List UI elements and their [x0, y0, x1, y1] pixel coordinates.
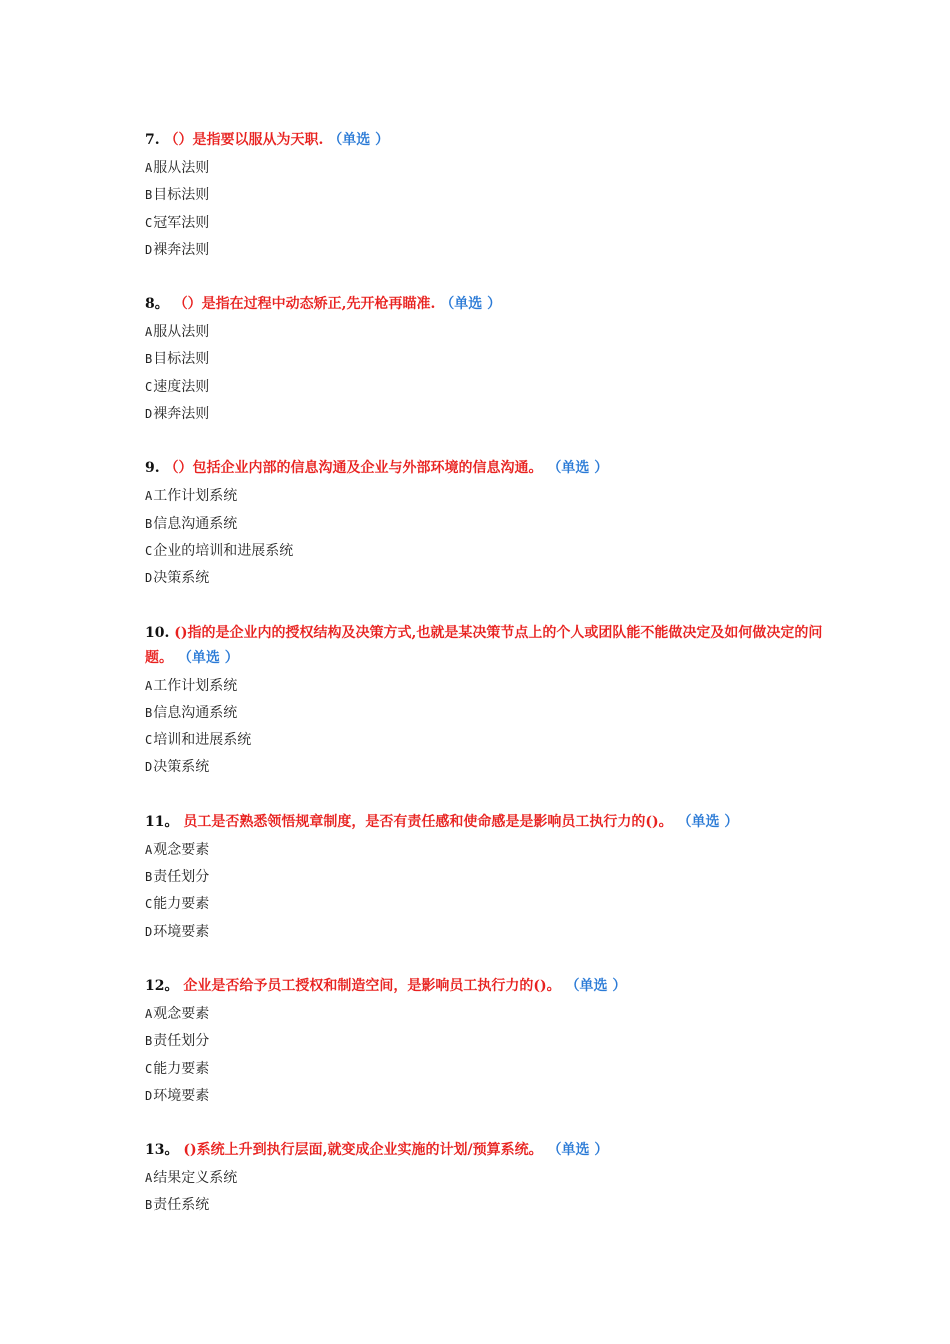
option-c — [145, 374, 825, 401]
option-text: 观念要素 — [153, 1005, 210, 1022]
question-10 — [145, 621, 825, 782]
option-letter: B — [145, 352, 153, 367]
question-9 — [145, 456, 825, 592]
question-number: 10. — [145, 624, 170, 641]
question-stem — [145, 810, 825, 835]
option-b — [145, 346, 825, 373]
option-text: 速度法则 — [153, 378, 210, 395]
option-d — [145, 919, 825, 946]
option-b — [145, 1028, 825, 1055]
option-letter: B — [145, 1034, 153, 1049]
option-text: 信息沟通系统 — [153, 704, 238, 721]
question-text: （）是指要以服从为天职. — [164, 132, 324, 148]
option-text: 目标法则 — [153, 351, 210, 368]
question-stem — [145, 1138, 825, 1163]
question-text: ()系统上升到执行层面,就变成企业实施的计划/预算系统。 — [183, 1142, 543, 1159]
option-letter: B — [145, 1198, 153, 1213]
option-c — [145, 891, 825, 918]
option-letter: D — [145, 407, 153, 422]
question-text: （）包括企业内部的信息沟通及企业与外部环境的信息沟通。 — [164, 460, 543, 477]
option-text: 决策系统 — [153, 570, 210, 587]
option-letter: A — [145, 161, 153, 175]
question-type: （单选 ） — [177, 649, 239, 666]
question-stem — [145, 292, 825, 317]
option-b — [145, 864, 825, 891]
option-d — [145, 237, 825, 264]
question-type: （单选 ） — [328, 132, 390, 148]
option-letter: B — [145, 705, 153, 720]
question-type: （单选 ） — [440, 296, 502, 313]
option-letter: C — [145, 1061, 153, 1076]
question-text: 员工是否熟悉领悟规章制度，是否有责任感和使命感是是影响员工执行力的()。 — [183, 813, 673, 830]
option-a — [145, 155, 825, 182]
option-text: 服从法则 — [153, 324, 210, 341]
question-12 — [145, 974, 825, 1110]
option-d — [145, 754, 825, 781]
option-letter: D — [145, 924, 153, 939]
option-letter: A — [145, 489, 153, 504]
option-a — [145, 1001, 825, 1028]
question-type: （单选 ） — [677, 813, 739, 830]
question-type: （单选 ） — [547, 1142, 609, 1159]
question-11 — [145, 810, 825, 946]
question-number: 11。 — [145, 813, 179, 830]
option-text: 决策系统 — [153, 759, 210, 776]
question-stem — [145, 456, 825, 481]
question-number: 13。 — [145, 1142, 179, 1159]
question-8 — [145, 292, 825, 428]
option-letter: A — [145, 842, 153, 857]
option-letter: A — [145, 1006, 153, 1021]
option-text: 目标法则 — [153, 187, 210, 204]
question-type: （单选 ） — [547, 460, 609, 477]
question-number: 12。 — [145, 977, 179, 994]
option-text: 责任系统 — [153, 1197, 210, 1214]
option-text: 责任划分 — [153, 1033, 210, 1050]
option-letter: C — [145, 543, 153, 558]
question-stem — [145, 974, 825, 999]
option-text: 环境要素 — [153, 1087, 210, 1104]
question-stem — [145, 128, 825, 153]
option-letter: B — [145, 870, 153, 885]
option-c — [145, 538, 825, 565]
option-letter: A — [145, 325, 153, 340]
option-letter: A — [145, 678, 153, 693]
option-letter: D — [145, 760, 153, 775]
question-number: 8。 — [145, 296, 169, 313]
question-text: ()指的是企业内的授权结构及决策方式,也就是某决策节点上的个人或团队能不能做决定及如何做决定的问题。 — [145, 624, 823, 666]
option-text: 服从法则 — [153, 160, 210, 176]
question-text: （）是指在过程中动态矫正,先开枪再瞄准. — [173, 296, 436, 313]
option-d — [145, 401, 825, 428]
option-text: 工作计划系统 — [153, 677, 238, 694]
question-number: 9. — [145, 460, 160, 477]
question-list — [145, 128, 825, 1248]
option-a — [145, 483, 825, 510]
option-a — [145, 319, 825, 346]
option-c — [145, 210, 825, 237]
option-d — [145, 565, 825, 592]
option-a — [145, 1165, 825, 1192]
option-letter: B — [145, 188, 153, 203]
option-c — [145, 1056, 825, 1083]
option-text: 环境要素 — [153, 923, 210, 940]
option-letter: C — [145, 733, 153, 748]
option-a — [145, 837, 825, 864]
option-text: 信息沟通系统 — [153, 515, 238, 532]
question-7 — [145, 128, 825, 264]
question-stem — [145, 621, 825, 671]
question-number: 7. — [145, 132, 160, 148]
option-text: 培训和进展系统 — [153, 732, 252, 749]
option-letter: D — [145, 571, 153, 586]
option-letter: C — [145, 215, 153, 230]
option-letter: C — [145, 379, 153, 394]
question-text: 企业是否给予员工授权和制造空间，是影响员工执行力的()。 — [183, 977, 561, 994]
option-text: 企业的培训和进展系统 — [153, 542, 294, 559]
option-letter: A — [145, 1171, 153, 1186]
option-c — [145, 727, 825, 754]
option-text: 裸奔法则 — [153, 406, 210, 423]
option-letter: C — [145, 897, 153, 912]
option-text: 裸奔法则 — [153, 241, 210, 258]
option-text: 观念要素 — [153, 841, 210, 858]
option-text: 结果定义系统 — [153, 1170, 238, 1187]
option-d — [145, 1083, 825, 1110]
question-type: （单选 ） — [565, 977, 627, 994]
option-text: 能力要素 — [153, 1060, 210, 1077]
option-letter: D — [145, 1088, 153, 1103]
question-13 — [145, 1138, 825, 1220]
option-letter: D — [145, 242, 153, 257]
option-text: 能力要素 — [153, 896, 210, 913]
option-letter: B — [145, 516, 153, 531]
option-b — [145, 700, 825, 727]
option-b — [145, 182, 825, 209]
option-b — [145, 511, 825, 538]
option-text: 责任划分 — [153, 869, 210, 886]
option-text: 工作计划系统 — [153, 488, 238, 505]
option-text: 冠军法则 — [153, 214, 210, 231]
option-a — [145, 673, 825, 700]
option-b — [145, 1192, 825, 1219]
